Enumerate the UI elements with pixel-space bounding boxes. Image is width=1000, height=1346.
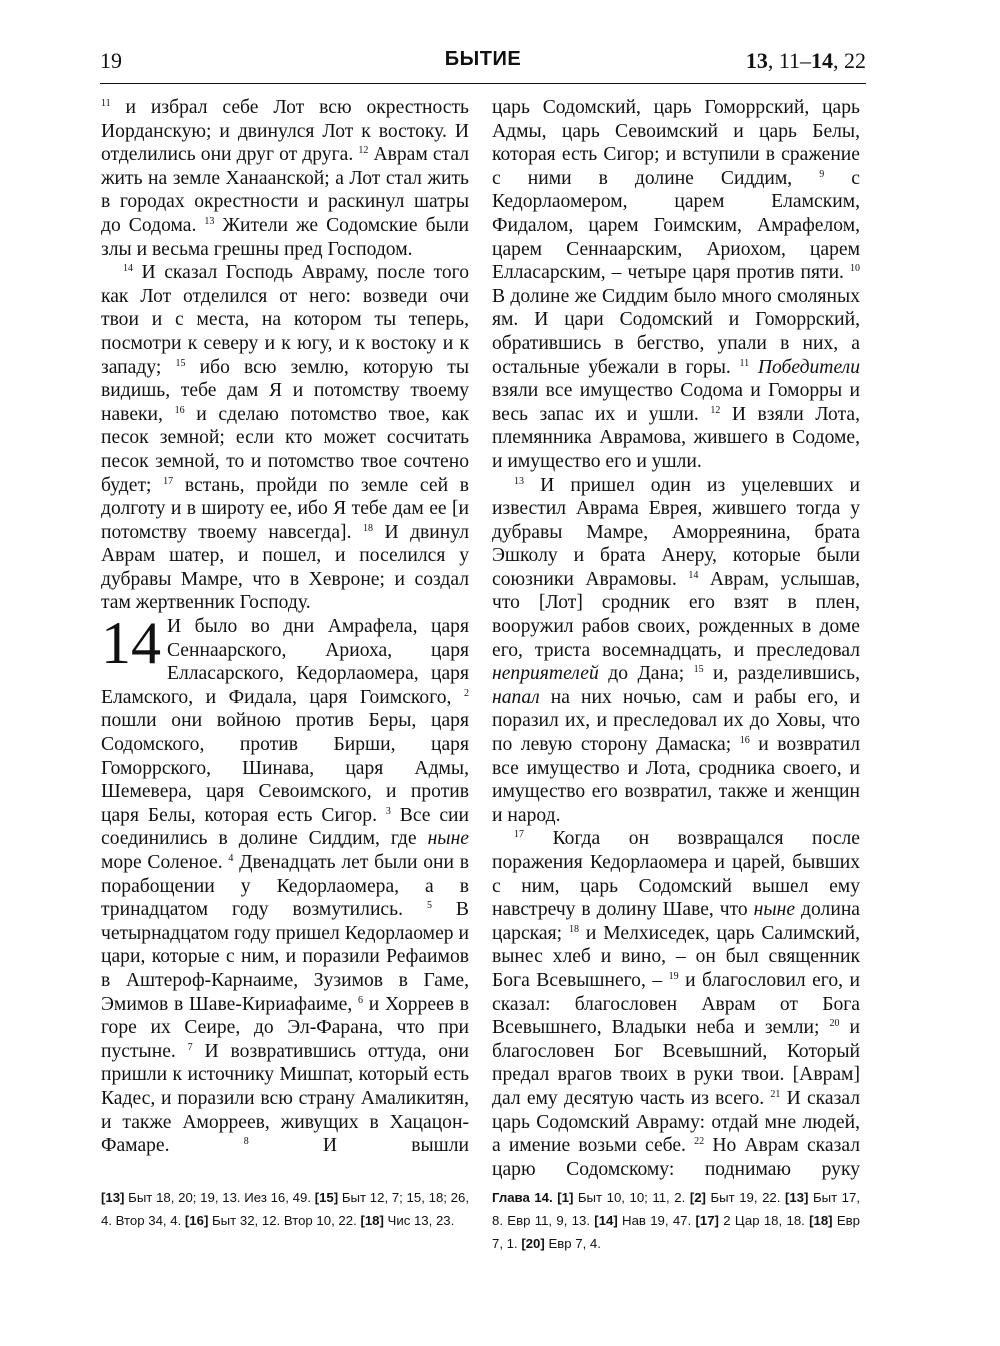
- verse-number: 15: [175, 357, 186, 369]
- verse-text: и избрал себе Лот всю окрестность Иорданскую; и двинулся Лот к востоку. И отделились они друг от друга.: [101, 97, 469, 166]
- verse-text: Но Аврам сказал царю Содомскому: поднимаю руку: [492, 1135, 860, 1180]
- verse-number: 11: [739, 357, 750, 369]
- verse-text: Все сии соединились в долине Сиддим, где: [101, 804, 469, 850]
- reference-verse: [15]: [314, 1190, 339, 1205]
- verse-number: 9: [819, 168, 825, 180]
- reference-text: Быт 12, 7; 15, 18; 26, 4. Втор 34, 4.: [101, 1190, 469, 1228]
- header-rule: [100, 83, 866, 84]
- verse-text: и, разделившись,: [703, 663, 860, 685]
- verse-number: 4: [228, 853, 234, 864]
- italic-word: напал: [492, 686, 540, 708]
- book-title: БЫТИЕ: [444, 48, 522, 70]
- verse-number: 14: [123, 263, 133, 275]
- verse-text: ибо всю землю, которую ты видишь, тебе дам Я и потомству твоему навеки,: [101, 356, 469, 425]
- verse-text: на них ночью, сам и рабы его, и поразил их, и преследовал их до Ховы, что по левую сторону Дамаска;: [492, 686, 860, 756]
- page-number: 19: [100, 48, 122, 73]
- chapter-number-dropcap: 14: [101, 610, 161, 677]
- reference-verse: [18]: [360, 1213, 384, 1228]
- verse-text: и Хорреев в горе их Сеире, до Эл-Фарана, что при пустыне.: [101, 993, 469, 1062]
- reference-text: Быт 17, 8. Евр 11, 9, 13.: [492, 1190, 860, 1228]
- italic-word: неприятелей: [492, 663, 599, 685]
- verse-number: 2: [464, 687, 469, 699]
- italic-word: ныне: [427, 828, 469, 850]
- chapter-14-paragraph: [101, 610, 470, 1158]
- chapter-verse-range: [746, 48, 866, 74]
- text-column-right: [492, 96, 860, 1181]
- paragraph: [101, 96, 469, 261]
- verse-number: 17: [514, 829, 524, 841]
- verse-number: 17: [163, 475, 174, 487]
- verse-text: И двинул Аврам шатер, и пошел, и поселился у дубравы Мамре, что в Хевроне; и создал там жертвенник Господу.: [101, 521, 469, 614]
- verse-text: Когда он возвращался после поражения Кедорлаомера и царей, бывших с ним, царь Содомский вышел ему навстречу в долину Шаве, что: [492, 828, 860, 921]
- verse-number: 6: [358, 994, 364, 1006]
- reference-verse: [14]: [594, 1213, 618, 1228]
- verse-text: Аврам стал жить на земле Ханаанской; а Лот стал жить в городах окрестности и раскинул шатры до Содома.: [101, 144, 469, 236]
- running-header: [100, 48, 866, 88]
- verse-text: И взяли Лота, племянника Аврамова, жившего в Содоме, и имущество его и ушли.: [492, 403, 860, 472]
- reference-verse: [18]: [809, 1213, 833, 1228]
- reference-verse: [16]: [184, 1213, 209, 1228]
- verse-text: В долине же Сиддим было много смоляных ям. И цари Содомский и Гоморрский, обратившись в бегство, упали в них, а остальные убежали в горы.: [492, 285, 860, 378]
- verse-text: И сказал Господь Авраму, после того как Лот отделился от него: возведи очи твои и с места, на котором ты теперь, посмотри к северу и к югу, и к востоку и к западу;: [101, 262, 469, 378]
- italic-word: Победители: [757, 356, 860, 378]
- verse-text: встань, пройди по земле сей в долготу и в широту ее, ибо Я тебе дам ее [и потомству твоему навсегда].: [101, 474, 470, 543]
- verse-number: 16: [739, 735, 750, 747]
- verse-text: и Мелхиседек, царь Салимский, вынес хлеб и вино, – он был священник Бога Всевышнего, –: [492, 922, 860, 991]
- range-verse-start: , 11–: [767, 48, 811, 73]
- verse-number: 8: [243, 1136, 249, 1148]
- verse-number: 7: [187, 1041, 193, 1053]
- verse-text: с Кедорлаомером, царем Еламским, Фидалом, царем Гоимским, Амрафелом, царем Сеннаарским, Ариохом, царем Елласарским, – четыре царя против пяти.: [492, 167, 860, 284]
- verse-text: И сказал царь Содомский Авраму: отдай мне людей, а имение возьми себе.: [492, 1087, 860, 1157]
- verse-number: 20: [829, 1018, 840, 1030]
- verse-number: 12: [358, 145, 369, 157]
- verse-number: 22: [694, 1136, 705, 1148]
- cross-references-left: [101, 1186, 469, 1232]
- verse-text: долина царская;: [492, 899, 860, 944]
- text-column-left: [101, 96, 469, 1158]
- verse-text: и благословен Бог Всевышний, Который предал врагов твоих в руки твои. [Аврам] дал ему десятую часть из всего.: [492, 1017, 860, 1109]
- reference-verse: [1]: [557, 1190, 574, 1205]
- verse-number: 21: [770, 1088, 781, 1100]
- verse-number: 13: [514, 475, 524, 487]
- reference-verse: [17]: [695, 1213, 719, 1228]
- paragraph: [101, 261, 469, 615]
- range-chapter-start: 13: [745, 48, 768, 73]
- reference-text: Евр 7, 1.: [492, 1213, 860, 1251]
- verse-text: И возвратившись оттуда, они пришли к источнику Мишпат, который есть Кадес, и поразили всю страну Амаликитян, и также Аморреев, живущих в Хацацон-Фамаре.: [101, 1040, 470, 1157]
- reference-text: Быт 32, 12. Втор 10, 22.: [208, 1213, 361, 1228]
- reference-verse: [13]: [784, 1190, 809, 1205]
- verse-number: 3: [385, 805, 391, 817]
- verse-number: 14: [688, 569, 699, 581]
- verse-number: 11: [101, 98, 111, 109]
- verse-text: море Соленое.: [101, 852, 229, 873]
- verse-number: 12: [710, 404, 721, 416]
- paragraph: [492, 827, 860, 1181]
- reference-text: Быт 19, 22.: [705, 1190, 785, 1205]
- cross-references-right: [492, 1186, 860, 1255]
- verse-number: 18: [568, 923, 579, 935]
- range-verse-end: , 22: [833, 48, 866, 73]
- reference-verse: [13]: [101, 1190, 125, 1205]
- reference-verse: [20]: [521, 1236, 545, 1251]
- verse-text: Аврам, услышав, что [Лот] сродник его взят в плен, вооружил рабов своих, рожденных в доме его, триста восемнадцать, и преследовал: [492, 568, 860, 661]
- verse-text: до Дана;: [598, 663, 694, 685]
- verse-text: царь Содомский, царь Гоморрский, царь Адмы, царь Севоимский и царь Белы, которая есть Сигор; и вступили в сражение с ними в долине Сиддим,: [492, 97, 860, 189]
- verse-text: и возвратил все имущество и Лота, сродника своего, и имущество его возвратил, также и женщин и народ.: [492, 734, 860, 826]
- verse-text: В четырнадцатом году пришел Кедорлаомер и цари, которые с ним, и поразили Рефаимов в Аштероф-Карнаиме, Зузимов в Гаме, Эмимов в Шаве-Кириафаиме,: [101, 899, 470, 1015]
- verse-text: Жители же Содомские были злы и весьма грешны пред Господом.: [101, 214, 469, 260]
- verse-text: и благословил его, и сказал: благословен Аврам от Бога Всевышнего, Владыки неба и земли;: [492, 969, 860, 1039]
- verse-text: И было во дни Амрафела, царя Сеннаарского, Ариоха, царя Елласарского, Кедорлаомера, царя Еламского, и Фидала, царя Гоимского,: [101, 616, 469, 708]
- verse-text: И пришел один из уцелевших и известил Аврама Еврея, жившего тогда у дубравы Мамре, Аморреянина, брата Эшколу и брата Анеру, которые были союзники Аврамовы.: [492, 474, 860, 590]
- verse-number: 19: [668, 970, 679, 982]
- reference-text: Евр 7, 4.: [544, 1236, 601, 1251]
- verse-number: 13: [204, 215, 215, 227]
- reference-text: Быт 18, 20; 19, 13. Иез 16, 49.: [124, 1190, 315, 1205]
- verse-text: Двенадцать лет были они в порабощении у Кедорлаомера, а в тринадцатом году возмутились.: [101, 852, 469, 921]
- verse-text: пошли они войною против Беры, царя Содомского, против Бирши, царя Гоморрского, Шинава, царя Адмы, Шемевера, царя Севоимского, и против царя Белы, которая есть Сигор.: [101, 710, 469, 826]
- reference-text: Быт 10, 10; 11, 2.: [573, 1190, 690, 1205]
- verse-number: 15: [693, 664, 704, 676]
- reference-chapter-label: Глава 14.: [492, 1190, 553, 1205]
- reference-verse: [2]: [689, 1190, 706, 1205]
- italic-word: ныне: [753, 899, 796, 921]
- range-chapter-end: 14: [811, 48, 833, 73]
- verse-text: и сделаю потомство твое, как песок земной; если кто может сосчитать песок земной, то и потомство твое сочтено будет;: [101, 403, 469, 496]
- reference-text: Чис 13, 23.: [383, 1213, 455, 1228]
- reference-text: 2 Цар 18, 18.: [718, 1213, 810, 1228]
- paragraph: [492, 474, 860, 828]
- verse-text: взяли все имущество Содома и Гоморры и весь запас их и ушли.: [492, 380, 860, 425]
- paragraph: [492, 96, 860, 474]
- verse-number: 18: [362, 522, 373, 534]
- verse-number: 5: [426, 900, 432, 912]
- verse-number: 10: [850, 263, 860, 275]
- reference-text: Нав 19, 47.: [617, 1213, 696, 1228]
- verse-text: И вышли: [248, 1135, 469, 1157]
- verse-number: 16: [174, 404, 185, 416]
